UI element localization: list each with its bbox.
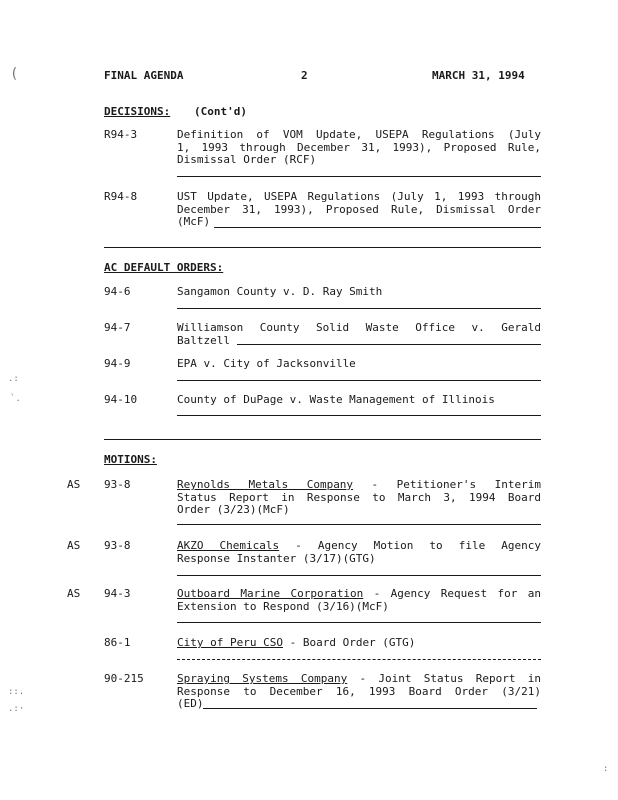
scan-mark: ::. [8, 687, 25, 697]
docket-number: 94-6 [104, 285, 131, 298]
party-name: Reynolds Metals Company [177, 478, 354, 491]
docket-number: 86-1 [104, 636, 131, 649]
docket-number: 90-215 [104, 672, 144, 685]
docket-number: 94-10 [104, 393, 138, 406]
section-rule [104, 247, 541, 248]
item-rule [214, 227, 541, 228]
section-rule [104, 439, 541, 440]
scan-mark: ( [10, 66, 19, 82]
item-description: Sangamon County v. D. Ray Smith [177, 285, 383, 298]
item-description: County of DuPage v. Waste Management of Illinois [177, 393, 495, 406]
item-rule [177, 659, 541, 660]
party-name: AKZO Chemicals [177, 539, 280, 552]
docket-number: R94-3 [104, 128, 138, 141]
scan-mark: .: [8, 374, 19, 384]
item-description: AKZO Chemicals - Agency Motion to file Agency Response Instanter (3/17)(GTG) [177, 539, 541, 565]
item-rule [177, 575, 541, 576]
docket-number: 94-9 [104, 357, 131, 370]
motion-prefix: AS [67, 539, 81, 552]
item-description: City of Peru CSO - Board Order (GTG) [177, 636, 416, 649]
item-rule [237, 344, 541, 345]
decisions-heading: DECISIONS: [104, 105, 171, 118]
item-description: Definition of VOM Update, USEPA Regulations (July 1, 1993 through December 31, 1993), Proposed Rule, Dismissal Order (RCF) [177, 128, 541, 166]
item-description: Spraying Systems Company - Joint Status Report in Response to December 16, 1993 Board Order (3/21) (ED) [177, 672, 541, 710]
item-rule [203, 708, 537, 709]
party-name: Spraying Systems Company [177, 672, 348, 685]
motion-prefix: AS [67, 587, 81, 600]
item-rule [177, 380, 541, 381]
item-rule [177, 524, 541, 525]
docket-number: 93-8 [104, 539, 131, 552]
scan-mark: `. [10, 394, 21, 404]
scan-mark: : [603, 764, 609, 774]
item-rule [177, 176, 541, 177]
scan-mark: .:· [8, 704, 25, 714]
agenda-title: FINAL AGENDA [104, 69, 184, 82]
ac-default-heading: AC DEFAULT ORDERS: [104, 261, 224, 274]
agenda-date: MARCH 31, 1994 [432, 69, 525, 82]
item-description: Reynolds Metals Company - Petitioner's Interim Status Report in Response to March 3, 1994 Board Order (3/23)(McF) [177, 478, 541, 516]
item-rule [177, 622, 541, 623]
page-number: 2 [301, 69, 308, 82]
motion-prefix: AS [67, 478, 81, 491]
party-name: Outboard Marine Corporation [177, 587, 364, 600]
docket-number: 93-8 [104, 478, 131, 491]
item-description: Outboard Marine Corporation - Agency Request for an Extension to Respond (3/16)(McF) [177, 587, 541, 613]
decisions-contd: (Cont'd) [194, 105, 247, 118]
motions-heading: MOTIONS: [104, 453, 157, 466]
item-description: Williamson County Solid Waste Office v. Gerald Baltzell [177, 321, 541, 347]
item-rule [177, 415, 541, 416]
docket-number: R94-8 [104, 190, 138, 203]
docket-number: 94-7 [104, 321, 131, 334]
item-rule [177, 308, 541, 309]
item-description: UST Update, USEPA Regulations (July 1, 1993 through December 31, 1993), Proposed Rule, Dismissal Order (McF) [177, 190, 541, 228]
docket-number: 94-3 [104, 587, 131, 600]
item-description: EPA v. City of Jacksonville [177, 357, 356, 370]
party-name: City of Peru CSO [177, 636, 283, 649]
